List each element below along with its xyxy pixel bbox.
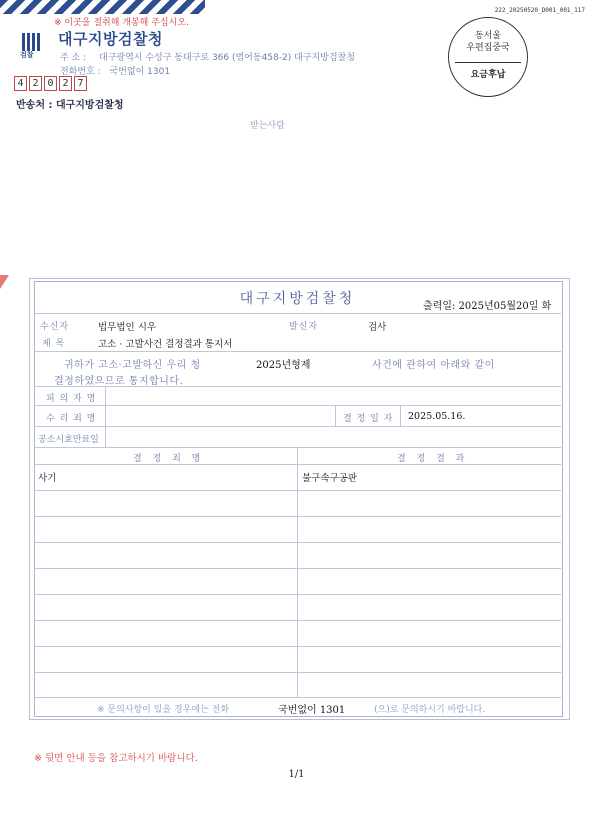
recipient-label: 수신자 bbox=[40, 322, 70, 332]
zip-digit: 0 bbox=[44, 76, 57, 91]
sender-value: 검사 bbox=[368, 322, 387, 333]
logo-label: 검찰 bbox=[20, 51, 34, 59]
print-date-value: 2025년05월20일 화 bbox=[458, 301, 552, 312]
corner-marker bbox=[0, 275, 9, 289]
rule bbox=[34, 405, 561, 406]
body-text-3: 결정하였으므로 통지합니다. bbox=[54, 376, 184, 387]
stamp-line2: 우편집중국 bbox=[466, 43, 510, 53]
rule bbox=[34, 351, 561, 352]
case-number: 2025년형제 bbox=[256, 360, 311, 371]
stamp-divider bbox=[455, 62, 521, 63]
rule bbox=[105, 386, 106, 447]
rule bbox=[297, 447, 298, 697]
column-result-header: 결 정 결 과 bbox=[397, 454, 469, 464]
stamp-office bbox=[449, 30, 527, 54]
stamp-line1: 동서울 bbox=[474, 31, 502, 41]
zip-digit: 4 bbox=[14, 76, 27, 91]
page-number: 1/1 bbox=[288, 769, 305, 780]
phone-value: 국번없이 1301 bbox=[109, 67, 171, 77]
footer-phone: 국번없이 1301 bbox=[278, 705, 346, 716]
rule bbox=[34, 697, 561, 698]
print-date-label: 출력일: bbox=[423, 301, 456, 312]
return-sender: 반송처 : 대구지방검찰청 bbox=[16, 100, 124, 111]
tear-notice: ※ 이곳을 절취해 개봉해 주십시오. bbox=[54, 18, 189, 28]
zip-digit: 2 bbox=[59, 76, 72, 91]
sender-label: 발신자 bbox=[289, 322, 319, 332]
print-date bbox=[423, 297, 551, 312]
postage-stamp bbox=[448, 17, 528, 97]
subject-value: 고소 · 고발사건 결정결과 통지서 bbox=[98, 339, 233, 350]
address-row bbox=[60, 50, 355, 63]
org-name: 대구지방검찰청 bbox=[58, 30, 163, 48]
subject-label: 제 목 bbox=[42, 339, 66, 349]
receiver-label: 받는사람 bbox=[250, 121, 285, 131]
prosecution-logo-icon bbox=[22, 32, 42, 50]
row-result: 불구속구공판 bbox=[302, 473, 358, 484]
zip-digit: 2 bbox=[29, 76, 42, 91]
row-charge: 사기 bbox=[38, 473, 57, 484]
address-label: 주 소 : bbox=[60, 53, 87, 63]
rule bbox=[400, 405, 401, 426]
column-charge-header: 결 정 죄 명 bbox=[133, 454, 205, 464]
zip-digit: 7 bbox=[74, 76, 87, 91]
footer-note-1: ※ 문의사항이 있을 경우에는 전화 bbox=[97, 705, 230, 715]
zip-code-boxes bbox=[14, 76, 87, 91]
phone-label: 전화번호 : bbox=[60, 67, 101, 77]
body-text-2: 사건에 관하여 아래와 같이 bbox=[372, 360, 495, 371]
statute-expiry-label: 공소시효만료일 bbox=[38, 435, 99, 445]
decision-date-value: 2025.05.16. bbox=[408, 411, 466, 422]
address-value: 대구광역시 수성구 동대구로 366 (범어동458-2) 대구지방검찰청 bbox=[99, 53, 355, 63]
rule bbox=[34, 313, 561, 314]
recipient-value: 법무법인 시우 bbox=[98, 322, 157, 333]
footer-note-2: (으)로 문의하시기 바랍니다. bbox=[374, 705, 486, 715]
rule bbox=[34, 426, 561, 427]
document-id: 222_20250520_D001_001_117 bbox=[494, 7, 585, 14]
rule bbox=[335, 405, 336, 426]
stamp-line3: 요금후납 bbox=[470, 70, 506, 80]
receipt-charge-label: 수 리 죄 명 bbox=[46, 414, 97, 424]
body-text-1: 귀하가 고소·고발하신 우리 청 bbox=[64, 360, 201, 371]
suspect-label: 피 의 자 명 bbox=[46, 394, 97, 404]
form-title: 대구지방검찰청 bbox=[239, 291, 356, 307]
back-side-note: ※ 뒷면 안내 등을 참고하시기 바랍니다. bbox=[34, 753, 198, 764]
decision-date-label: 결 정 일 자 bbox=[343, 414, 394, 424]
envelope-tear-stripe bbox=[0, 0, 205, 14]
